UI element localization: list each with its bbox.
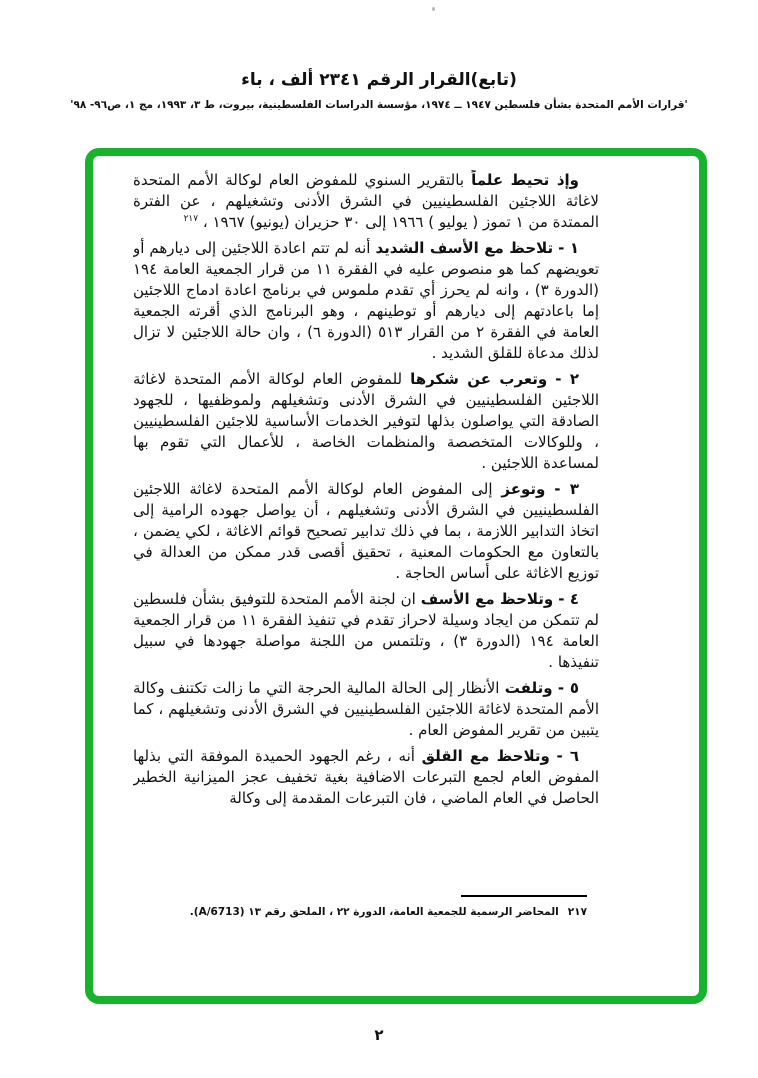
footnote-separator-rule	[461, 895, 587, 897]
paragraph-text: للمفوض العام لوكالة الأمم المتحدة لاغاثة اللاجئين الفلسطينيين في الشرق الأدنى وتشغيلهم ولموظفيها ، للجهود الصادقة التي يواصلون بذلها لتوفير الخدمات الأساسية للاجئين الفلسطينيين ، وللوكالات المتخصصة والمنظمات الخاصة ، للأعمال التي تقوم بها لمساعدة اللاجئين .	[133, 370, 599, 472]
paragraph-text: أنه لم تتم اعادة اللاجئين إلى ديارهم أو تعويضهم كما هو منصوص عليه في الفقرة ١١ من قرار الجمعية العامة ١٩٤ (الدورة ٣) ، وانه لم يحرز أي تقدم ملموس في برنامج اعادة ادماج اللاجئين إما باعادتهم إلى ديارهم أو توطينهم ، وهو البرنامج الذي أقرته الجمعية العامة في الفقرة ٢ من القرار ٥١٣ (الدورة ٦) ، وان حالة اللاجئين لا تزال لذلك مدعاة للقلق الشديد .	[133, 239, 599, 362]
scan-dust-speck	[432, 7, 435, 11]
footnote-text-line	[103, 906, 587, 918]
paragraph-lead: وتعرب عن شكرها	[410, 370, 548, 388]
resolution-border-box	[85, 148, 707, 1004]
preamble-lead: وإذ تحيط علماً	[471, 171, 579, 189]
paragraph-text: الأنظار إلى الحالة المالية الحرجة التي ما زالت تكتنف وكالة الأمم المتحدة لاغاثة اللاجئين الفلسطينيين في الشرق الأدنى وتشغيلهم ، كما يتبين من تقرير المفوض العام .	[133, 679, 599, 739]
operative-paragraph-4	[133, 589, 599, 673]
operative-paragraph-6	[133, 746, 599, 809]
paragraph-lead: وتلاحظ مع الأسف	[420, 590, 554, 608]
paragraph-number: ٦ -	[556, 747, 579, 765]
preamble-text: بالتقرير السنوي للمفوض العام لوكالة الأمم المتحدة لاغاثة اللاجئين الفلسطينيين في الشرق الأدنى وتشغيلهم ، عن الفترة الممتدة من ١ تموز ( يوليو ) ١٩٦٦ إلى ٣٠ حزيران (يونيو) ١٩٦٧ ،	[133, 171, 599, 231]
paragraph-number: ٣ -	[554, 480, 579, 498]
paragraph-text: ان لجنة الأمم المتحدة للتوفيق بشأن فلسطين لم تتمكن من ايجاد وسيلة لاحراز تقدم في تنفيذ الفقرة ١١ من قرار الجمعية العامة ١٩٤ (الدورة ٣) ، وتلتمس من اللجنة مواصلة جهودها في سبيل تنفيذها .	[133, 590, 599, 671]
operative-paragraph-5	[133, 678, 599, 741]
paragraph-number: ٢ -	[555, 370, 579, 388]
operative-paragraph-2	[133, 369, 599, 474]
operative-paragraph-3	[133, 479, 599, 584]
paragraph-number: ١ -	[558, 239, 579, 257]
paragraph-number: ٤ -	[558, 590, 579, 608]
page-title: (تابع)القرار الرقم ٢٣٤١ ألف ، باء	[241, 70, 517, 90]
page-number: ٢	[374, 1026, 384, 1044]
paragraph-number: ٥ -	[557, 679, 579, 697]
paragraph-lead: تلاحظ مع الأسف الشديد	[375, 239, 554, 257]
preamble-paragraph	[133, 170, 599, 233]
paragraph-lead: وتوعز	[501, 480, 546, 498]
footnote-marker: ٢١٧	[567, 906, 587, 918]
paragraph-lead: وتلفت	[504, 679, 553, 697]
paragraph-text: إلى المفوض العام لوكالة الأمم المتحدة لاغاثة اللاجئين الفلسطينيين في الشرق الأدنى وتشغيلهم ، أن يواصل جهوده الرامية إلى اتخاذ التدابير اللازمة ، بما في ذلك تدابير تصحيح قوائم الاغاثة ، لكي يضمن ، بالتعاون مع الحكومات المعنية ، تحقيق أقصى قدر ممكن من العدالة في توزيع الاغاثة على أساس الحاجة .	[133, 480, 599, 582]
operative-paragraph-1	[133, 238, 599, 364]
footnote-reference: ٢١٧	[183, 214, 199, 224]
source-citation: 'قرارات الأمم المتحدة بشأن فلسطين ١٩٤٧ ــ ١٩٧٤، مؤسسة الدراسات الفلسطينية، بيروت، ط ٣، ١٩٩٣، مج ١، ص٩٦- ٩٨'	[70, 99, 688, 111]
paragraph-text: أنه ، رغم الجهود الحميدة الموفقة التي بذلها المفوض العام لجمع التبرعات الاضافية بغية تخفيف عجز الميزانية الخطير الحاصل في العام الماضي ، فان التبرعات المقدمة إلى وكالة	[133, 747, 599, 807]
footnote	[103, 887, 587, 918]
resolution-body	[133, 170, 599, 892]
footnote-text: المحاضر الرسمية للجمعية العامة، الدورة ٢٢ ، الملحق رقم ١٣ (A/6713).	[189, 906, 559, 918]
paragraph-lead: وتلاحظ مع القلق	[421, 747, 550, 765]
